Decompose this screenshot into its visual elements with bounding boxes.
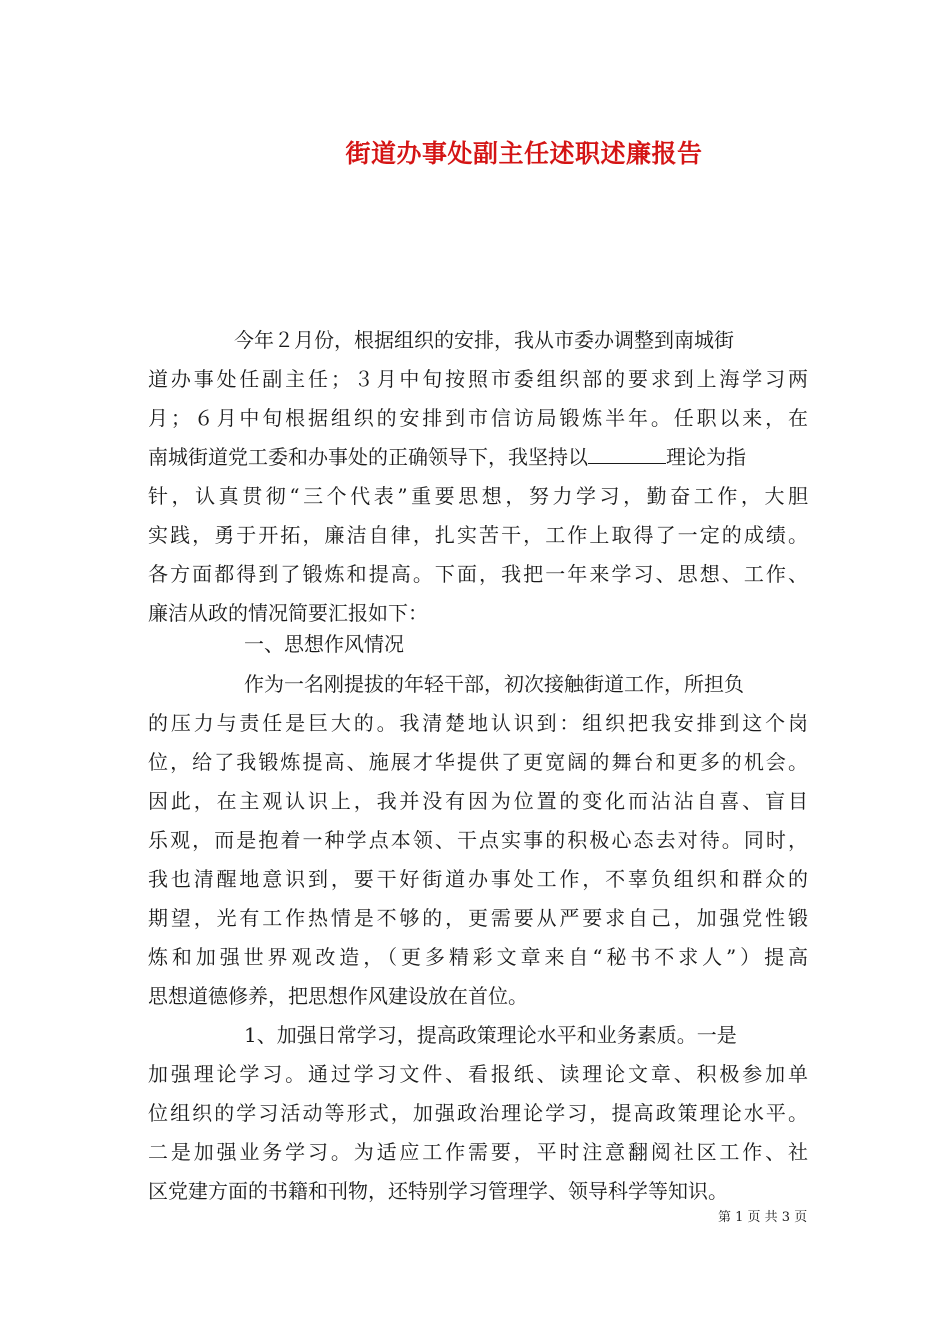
paragraph-line: 位组织的学习活动等形式，加强政治理论学习，提高政策理论水平。 xyxy=(148,1101,808,1125)
paragraph-line: 位，给了我锻炼提高、施展才华提供了更宽阔的舞台和更多的机会。 xyxy=(148,750,808,774)
paragraph-line: 因此，在主观认识上，我并没有因为位置的变化而沾沾自喜、盲目 xyxy=(148,789,808,813)
paragraph-line: 各方面都得到了锻炼和提高。下面，我把一年来学习、思想、工作、 xyxy=(148,562,808,586)
paragraph-line: 期望，光有工作热情是不够的，更需要从严要求自己，加强党性锻 xyxy=(148,906,808,930)
paragraph-line: 我也清醒地意识到，要干好街道办事处工作，不辜负组织和群众的 xyxy=(148,867,808,891)
paragraph-line: 道办事处任副主任；３月中旬按照市委组织部的要求到上海学习两 xyxy=(148,367,808,391)
page-number-footer: 第 1 页 共 3 页 xyxy=(718,1210,808,1225)
paragraph-line: 加强理论学习。通过学习文件、看报纸、读理论文章、积极参加单 xyxy=(148,1062,808,1086)
paragraph-text: 理论为指 xyxy=(666,445,746,469)
paragraph-line: 今年２月份，根据组织的安排，我从市委办调整到南城街 xyxy=(234,328,734,352)
document-title: 街道办事处副主任述职述廉报告 xyxy=(345,139,703,168)
paragraph-text: 南城街道党工委和办事处的正确领导下，我坚持以 xyxy=(148,445,588,469)
paragraph-line: 廉洁从政的情况简要汇报如下： xyxy=(148,601,428,625)
paragraph-line: 炼和加强世界观改造，（更多精彩文章来自“秘书不求人”）提高 xyxy=(148,945,808,969)
paragraph-line: 1、加强日常学习，提高政策理论水平和业务素质。一是 xyxy=(244,1023,737,1047)
paragraph-line: 针，认真贯彻“三个代表”重要思想，努力学习，勤奋工作，大胆 xyxy=(148,484,808,508)
section-heading: 一、思想作风情况 xyxy=(244,632,404,656)
paragraph-line: 区党建方面的书籍和刊物，还特别学习管理学、领导科学等知识。 xyxy=(148,1179,728,1203)
paragraph-line: 实践，勇于开拓，廉洁自律，扎实苦干，工作上取得了一定的成绩。 xyxy=(148,523,808,547)
paragraph-line: 月；６月中旬根据组织的安排到市信访局锻炼半年。任职以来，在 xyxy=(148,406,808,430)
paragraph-line-with-blank xyxy=(148,443,808,471)
fill-in-blank xyxy=(588,445,666,464)
paragraph-line: 作为一名刚提拔的年轻干部，初次接触街道工作，所担负 xyxy=(244,672,744,696)
paragraph-line: 乐观，而是抱着一种学点本领、干点实事的积极心态去对待。同时， xyxy=(148,828,808,852)
paragraph-line: 二是加强业务学习。为适应工作需要，平时注意翻阅社区工作、社 xyxy=(148,1140,808,1164)
paragraph-line: 思想道德修养，把思想作风建设放在首位。 xyxy=(148,984,528,1008)
paragraph-line: 的压力与责任是巨大的。我清楚地认识到：组织把我安排到这个岗 xyxy=(148,711,808,735)
